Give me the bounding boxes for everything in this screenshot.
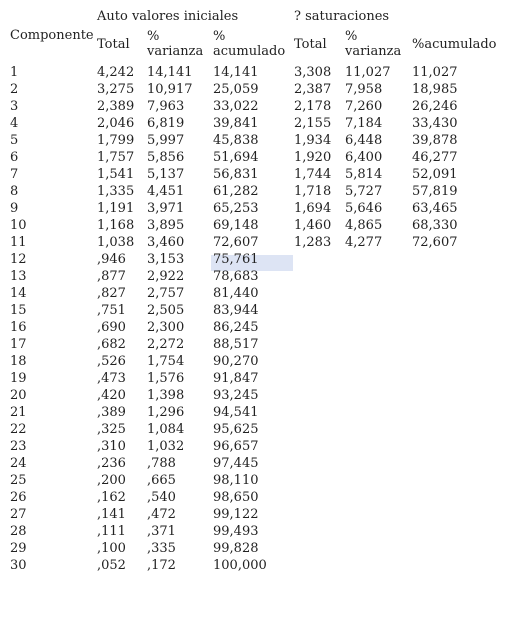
- cell-total: 1,541: [97, 167, 135, 182]
- cell-sat-total: 1,694: [294, 201, 332, 216]
- cell-sat-varianza: 7,260: [345, 99, 383, 114]
- cell-total: ,111: [97, 524, 126, 539]
- cell-acumulado: 78,683: [213, 269, 259, 284]
- cell-total: ,877: [97, 269, 126, 284]
- cell-sat-varianza: 6,400: [345, 150, 383, 165]
- group-title-saturations: ? saturaciones: [294, 9, 390, 24]
- cell-sat-varianza: 5,646: [345, 201, 383, 216]
- cell-total: ,751: [97, 303, 126, 318]
- table-row: [0, 558, 531, 575]
- cell-sat-total: 1,920: [294, 150, 332, 165]
- cell-acumulado: 33,022: [213, 99, 259, 114]
- cell-componente: 13: [10, 269, 27, 284]
- table-row: [0, 201, 531, 218]
- cell-varianza: ,665: [147, 473, 176, 488]
- cell-componente: 25: [10, 473, 27, 488]
- cell-acumulado: 98,110: [213, 473, 259, 488]
- cell-acumulado: 56,831: [213, 167, 259, 182]
- cell-total: ,827: [97, 286, 126, 301]
- cell-varianza: 1,576: [147, 371, 185, 386]
- table-row: [0, 473, 531, 490]
- header-g2-acumulado: %acumulado: [412, 37, 497, 52]
- cell-componente: 1: [10, 65, 19, 80]
- group-title-initial-eigenvalues: Auto valores iniciales: [97, 9, 239, 24]
- table-row: [0, 439, 531, 456]
- cell-acumulado: 93,245: [213, 388, 259, 403]
- cell-varianza: 3,971: [147, 201, 185, 216]
- cell-acumulado: 99,122: [213, 507, 259, 522]
- cell-sat-total: 1,283: [294, 235, 332, 250]
- cell-total: 1,799: [97, 133, 135, 148]
- cell-sat-acumulado: 39,878: [412, 133, 458, 148]
- cell-componente: 20: [10, 388, 27, 403]
- cell-total: 1,038: [97, 235, 135, 250]
- cell-componente: 26: [10, 490, 27, 505]
- cell-acumulado: 98,650: [213, 490, 259, 505]
- cell-acumulado: 25,059: [213, 82, 259, 97]
- cell-componente: 29: [10, 541, 27, 556]
- cell-total: ,325: [97, 422, 126, 437]
- cell-varianza: 2,505: [147, 303, 185, 318]
- cell-acumulado: 91,847: [213, 371, 259, 386]
- cell-varianza: 2,300: [147, 320, 185, 335]
- cell-sat-acumulado: 18,985: [412, 82, 458, 97]
- table-row: [0, 303, 531, 320]
- cell-total: ,682: [97, 337, 126, 352]
- cell-varianza: 10,917: [147, 82, 193, 97]
- cell-componente: 5: [10, 133, 19, 148]
- cell-varianza: 1,754: [147, 354, 185, 369]
- table-row: [0, 388, 531, 405]
- table-row: [0, 269, 531, 286]
- cell-componente: 24: [10, 456, 27, 471]
- cell-total: ,141: [97, 507, 126, 522]
- cell-acumulado: 94,541: [213, 405, 259, 420]
- cell-sat-varianza: 7,184: [345, 116, 383, 131]
- cell-componente: 9: [10, 201, 19, 216]
- cell-varianza: ,371: [147, 524, 176, 539]
- cell-varianza: 1,084: [147, 422, 185, 437]
- table-row: [0, 235, 531, 252]
- table-row: [0, 184, 531, 201]
- table-row: [0, 456, 531, 473]
- cell-componente: 16: [10, 320, 27, 335]
- cell-componente: 14: [10, 286, 27, 301]
- cell-varianza: 2,757: [147, 286, 185, 301]
- table-row: [0, 541, 531, 558]
- cell-componente: 4: [10, 116, 19, 131]
- cell-componente: 12: [10, 252, 27, 267]
- cell-sat-varianza: 4,865: [345, 218, 383, 233]
- table-row: [0, 524, 531, 541]
- cell-acumulado: 39,841: [213, 116, 259, 131]
- cell-componente: 22: [10, 422, 27, 437]
- cell-sat-total: 2,155: [294, 116, 332, 131]
- cell-componente: 19: [10, 371, 27, 386]
- table-row: [0, 405, 531, 422]
- cell-componente: 3: [10, 99, 19, 114]
- cell-total: ,052: [97, 558, 126, 573]
- cell-total: ,310: [97, 439, 126, 454]
- cell-varianza: ,540: [147, 490, 176, 505]
- cell-varianza: 3,153: [147, 252, 185, 267]
- cell-varianza: 2,272: [147, 337, 185, 352]
- cell-total: 1,191: [97, 201, 135, 216]
- cell-varianza: ,788: [147, 456, 176, 471]
- cell-acumulado: 65,253: [213, 201, 259, 216]
- table-row: [0, 422, 531, 439]
- table-row: [0, 218, 531, 235]
- cell-sat-acumulado: 26,246: [412, 99, 458, 114]
- cell-varianza: 7,963: [147, 99, 185, 114]
- table-row: [0, 371, 531, 388]
- cell-sat-total: 1,460: [294, 218, 332, 233]
- header-g2-total: Total: [294, 37, 327, 52]
- cell-acumulado: 69,148: [213, 218, 259, 233]
- cell-varianza: 3,460: [147, 235, 185, 250]
- cell-componente: 23: [10, 439, 27, 454]
- cell-total: 1,335: [97, 184, 135, 199]
- table-row: [0, 252, 531, 269]
- header-g2-varianza-pct: %: [345, 29, 358, 44]
- cell-varianza: 5,137: [147, 167, 185, 182]
- cell-total: ,420: [97, 388, 126, 403]
- table-row: [0, 99, 531, 116]
- cell-acumulado: 75,761: [213, 252, 259, 267]
- table-row: [0, 286, 531, 303]
- cell-sat-acumulado: 68,330: [412, 218, 458, 233]
- table-row: [0, 354, 531, 371]
- cell-acumulado: 83,944: [213, 303, 259, 318]
- cell-acumulado: 51,694: [213, 150, 259, 165]
- cell-componente: 6: [10, 150, 19, 165]
- cell-componente: 17: [10, 337, 27, 352]
- cell-sat-varianza: 11,027: [345, 65, 391, 80]
- cell-componente: 10: [10, 218, 27, 233]
- cell-varianza: ,172: [147, 558, 176, 573]
- cell-acumulado: 88,517: [213, 337, 259, 352]
- cell-componente: 21: [10, 405, 27, 420]
- cell-varianza: ,472: [147, 507, 176, 522]
- table-row: [0, 65, 531, 82]
- cell-acumulado: 45,838: [213, 133, 259, 148]
- cell-sat-varianza: 6,448: [345, 133, 383, 148]
- table-row: [0, 320, 531, 337]
- table-row: [0, 490, 531, 507]
- cell-acumulado: 100,000: [213, 558, 267, 573]
- cell-varianza: 2,922: [147, 269, 185, 284]
- cell-componente: 11: [10, 235, 27, 250]
- cell-componente: 27: [10, 507, 27, 522]
- cell-componente: 28: [10, 524, 27, 539]
- header-g1-varianza: varianza: [147, 44, 204, 59]
- header-g1-varianza-pct: %: [147, 29, 160, 44]
- cell-sat-total: 1,934: [294, 133, 332, 148]
- cell-varianza: 5,997: [147, 133, 185, 148]
- cell-sat-acumulado: 33,430: [412, 116, 458, 131]
- cell-componente: 2: [10, 82, 19, 97]
- header-g1-total: Total: [97, 37, 130, 52]
- cell-total: ,690: [97, 320, 126, 335]
- cell-sat-acumulado: 72,607: [412, 235, 458, 250]
- cell-componente: 7: [10, 167, 19, 182]
- cell-total: 3,275: [97, 82, 135, 97]
- table-row: [0, 337, 531, 354]
- table-row: [0, 507, 531, 524]
- cell-total: 2,046: [97, 116, 135, 131]
- cell-sat-acumulado: 57,819: [412, 184, 458, 199]
- cell-total: ,946: [97, 252, 126, 267]
- cell-sat-varianza: 5,814: [345, 167, 383, 182]
- cell-total: ,389: [97, 405, 126, 420]
- cell-varianza: 5,856: [147, 150, 185, 165]
- cell-sat-acumulado: 63,465: [412, 201, 458, 216]
- cell-total: 2,389: [97, 99, 135, 114]
- cell-acumulado: 14,141: [213, 65, 259, 80]
- cell-acumulado: 96,657: [213, 439, 259, 454]
- cell-varianza: 1,032: [147, 439, 185, 454]
- cell-total: ,162: [97, 490, 126, 505]
- cell-sat-varianza: 5,727: [345, 184, 383, 199]
- cell-sat-acumulado: 46,277: [412, 150, 458, 165]
- header-g1-acumulado-pct: %: [213, 29, 226, 44]
- cell-sat-total: 3,308: [294, 65, 332, 80]
- cell-acumulado: 97,445: [213, 456, 259, 471]
- cell-acumulado: 86,245: [213, 320, 259, 335]
- cell-sat-varianza: 4,277: [345, 235, 383, 250]
- header-componente: Componente: [10, 28, 94, 43]
- cell-total: ,236: [97, 456, 126, 471]
- cell-total: ,526: [97, 354, 126, 369]
- cell-varianza: ,335: [147, 541, 176, 556]
- cell-total: ,473: [97, 371, 126, 386]
- table-row: [0, 116, 531, 133]
- header-g2-varianza: varianza: [345, 44, 402, 59]
- cell-total: 1,757: [97, 150, 135, 165]
- cell-sat-acumulado: 52,091: [412, 167, 458, 182]
- cell-componente: 15: [10, 303, 27, 318]
- cell-componente: 8: [10, 184, 19, 199]
- cell-total: 4,242: [97, 65, 135, 80]
- cell-acumulado: 81,440: [213, 286, 259, 301]
- cell-acumulado: 61,282: [213, 184, 259, 199]
- cell-varianza: 1,398: [147, 388, 185, 403]
- cell-acumulado: 99,493: [213, 524, 259, 539]
- table-row: [0, 167, 531, 184]
- cell-acumulado: 72,607: [213, 235, 259, 250]
- cell-sat-varianza: 7,958: [345, 82, 383, 97]
- header-g1-acumulado: acumulado: [213, 44, 286, 59]
- cell-varianza: 4,451: [147, 184, 185, 199]
- cell-componente: 30: [10, 558, 27, 573]
- cell-varianza: 6,819: [147, 116, 185, 131]
- cell-varianza: 1,296: [147, 405, 185, 420]
- table-row: [0, 133, 531, 150]
- cell-varianza: 14,141: [147, 65, 193, 80]
- cell-varianza: 3,895: [147, 218, 185, 233]
- cell-sat-total: 2,178: [294, 99, 332, 114]
- cell-total: 1,168: [97, 218, 135, 233]
- table-row: [0, 150, 531, 167]
- cell-total: ,100: [97, 541, 126, 556]
- cell-acumulado: 95,625: [213, 422, 259, 437]
- cell-sat-total: 1,744: [294, 167, 332, 182]
- cell-sat-total: 2,387: [294, 82, 332, 97]
- table-row: [0, 82, 531, 99]
- cell-sat-total: 1,718: [294, 184, 332, 199]
- cell-acumulado: 90,270: [213, 354, 259, 369]
- cell-sat-acumulado: 11,027: [412, 65, 458, 80]
- cell-componente: 18: [10, 354, 27, 369]
- cell-total: ,200: [97, 473, 126, 488]
- cell-acumulado: 99,828: [213, 541, 259, 556]
